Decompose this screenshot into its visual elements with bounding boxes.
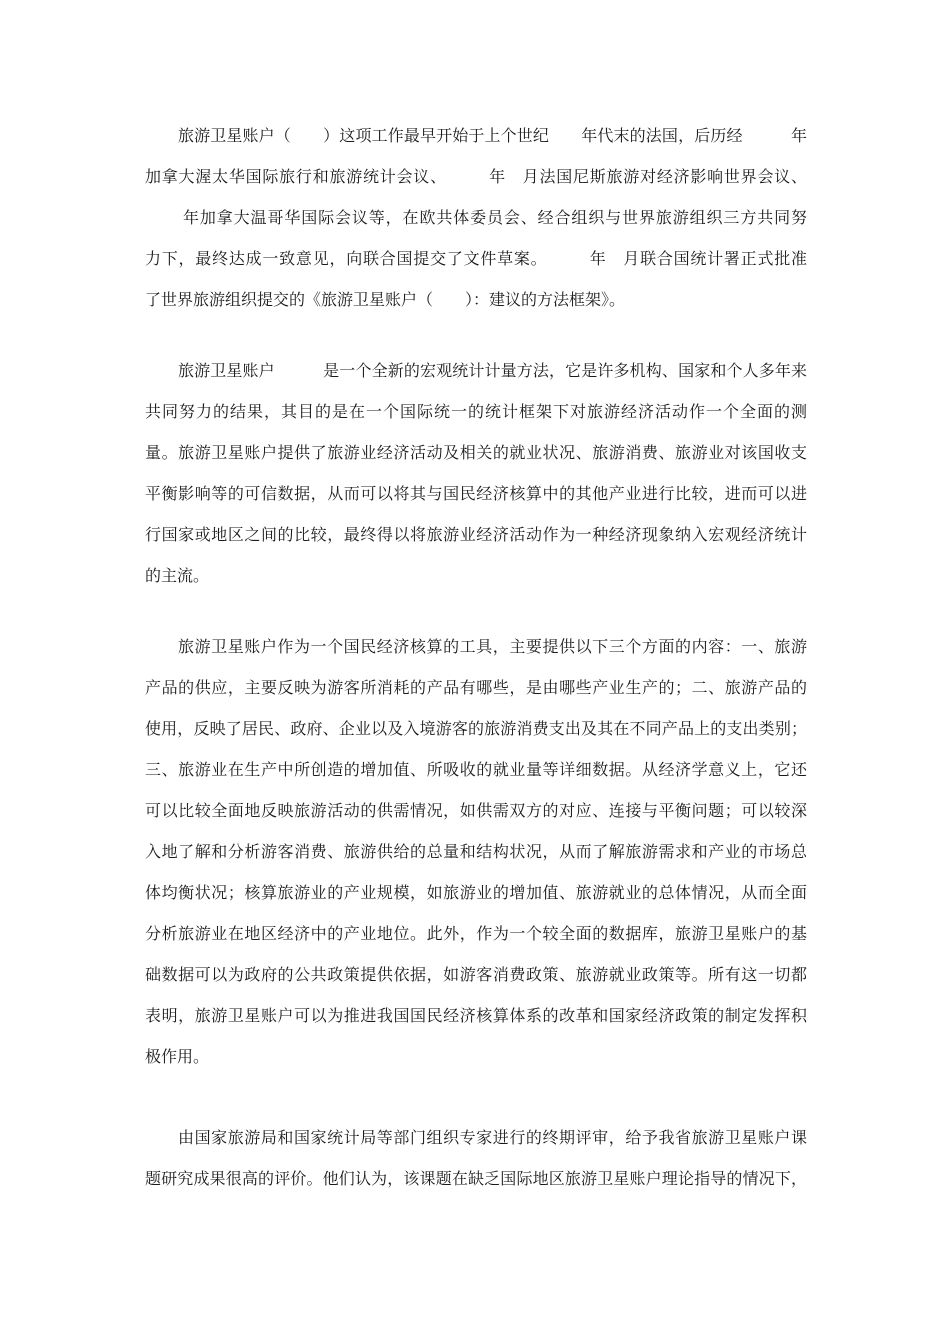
- paragraph-line: 平衡影响等的可信数据，从而可以将其与国民经济核算中的其他产业进行比较，进而可以进: [145, 484, 807, 503]
- paragraph-line: 旅游卫星账户（ ）这项工作最早开始于上个世纪 年代末的法国，后历经 年: [178, 126, 807, 145]
- paragraph-line: 础数据可以为政府的公共政策提供依据，如游客消费政策、旅游就业政策等。所有这一切都: [145, 965, 807, 984]
- paragraph-line: 产品的供应，主要反映为游客所消耗的产品有哪些，是由哪些产业生产的；二、旅游产品的: [145, 678, 807, 697]
- paragraph-line: 的主流。: [145, 566, 210, 585]
- paragraph-line: 可以比较全面地反映旅游活动的供需情况，如供需双方的对应、连接与平衡问题；可以较深: [145, 801, 807, 820]
- paragraph-line: 行国家或地区之间的比较，最终得以将旅游业经济活动作为一种经济现象纳入宏观经济统计: [145, 525, 807, 544]
- paragraph-line: 使用，反映了居民、政府、企业以及入境游客的旅游消费支出及其在不同产品上的支出类别；: [145, 719, 807, 738]
- paragraph-line: 三、旅游业在生产中所创造的增加值、所吸收的就业量等详细数据。从经济学意义上，它还: [145, 760, 807, 779]
- paragraph-line: 分析旅游业在地区经济中的产业地位。此外，作为一个较全面的数据库，旅游卫星账户的基: [145, 924, 807, 943]
- paragraph-line: 入地了解和分析游客消费、旅游供给的总量和结构状况，从而了解旅游需求和产业的市场总: [145, 842, 807, 861]
- paragraph-line: 极作用。: [145, 1047, 210, 1066]
- paragraph-line: 题研究成果很高的评价。他们认为，该课题在缺乏国际地区旅游卫星账户理论指导的情况下，: [145, 1169, 807, 1188]
- paragraph-2: [145, 350, 807, 596]
- paragraph-line: 量。旅游卫星账户提供了旅游业经济活动及相关的就业状况、旅游消费、旅游业对该国收支: [145, 443, 807, 462]
- paragraph-line: 旅游卫星账户 是一个全新的宏观统计计量方法，它是许多机构、国家和个人多年来: [178, 361, 807, 380]
- paragraph-4: [145, 1117, 807, 1199]
- paragraph-line: 表明，旅游卫星账户可以为推进我国国民经济核算体系的改革和国家经济政策的制定发挥积: [145, 1006, 807, 1025]
- paragraph-1: [145, 115, 807, 320]
- paragraph-line: 了世界旅游组织提交的《旅游卫星账户（ ）：建议的方法框架》。: [145, 290, 626, 309]
- paragraph-line: 共同努力的结果，其目的是在一个国际统一的统计框架下对旅游经济活动作一个全面的测: [145, 402, 807, 421]
- paragraph-line: 力下，最终达成一致意见，向联合国提交了文件草案。 年 月联合国统计署正式批准: [145, 249, 807, 268]
- paragraph-3: [145, 626, 807, 1077]
- paragraph-line: 体均衡状况；核算旅游业的产业规模，如旅游业的增加值、旅游就业的总体情况，从而全面: [145, 883, 807, 902]
- paragraph-line: 旅游卫星账户作为一个国民经济核算的工具，主要提供以下三个方面的内容：一、旅游: [178, 637, 807, 656]
- paragraph-line: 年加拿大温哥华国际会议等，在欧共体委员会、经合组织与世界旅游组织三方共同努: [183, 208, 807, 227]
- paragraph-line: 加拿大渥太华国际旅行和旅游统计会议、 年 月法国尼斯旅游对经济影响世界会议、: [145, 167, 807, 186]
- paragraph-line: 由国家旅游局和国家统计局等部门组织专家进行的终期评审，给予我省旅游卫星账户课: [178, 1128, 807, 1147]
